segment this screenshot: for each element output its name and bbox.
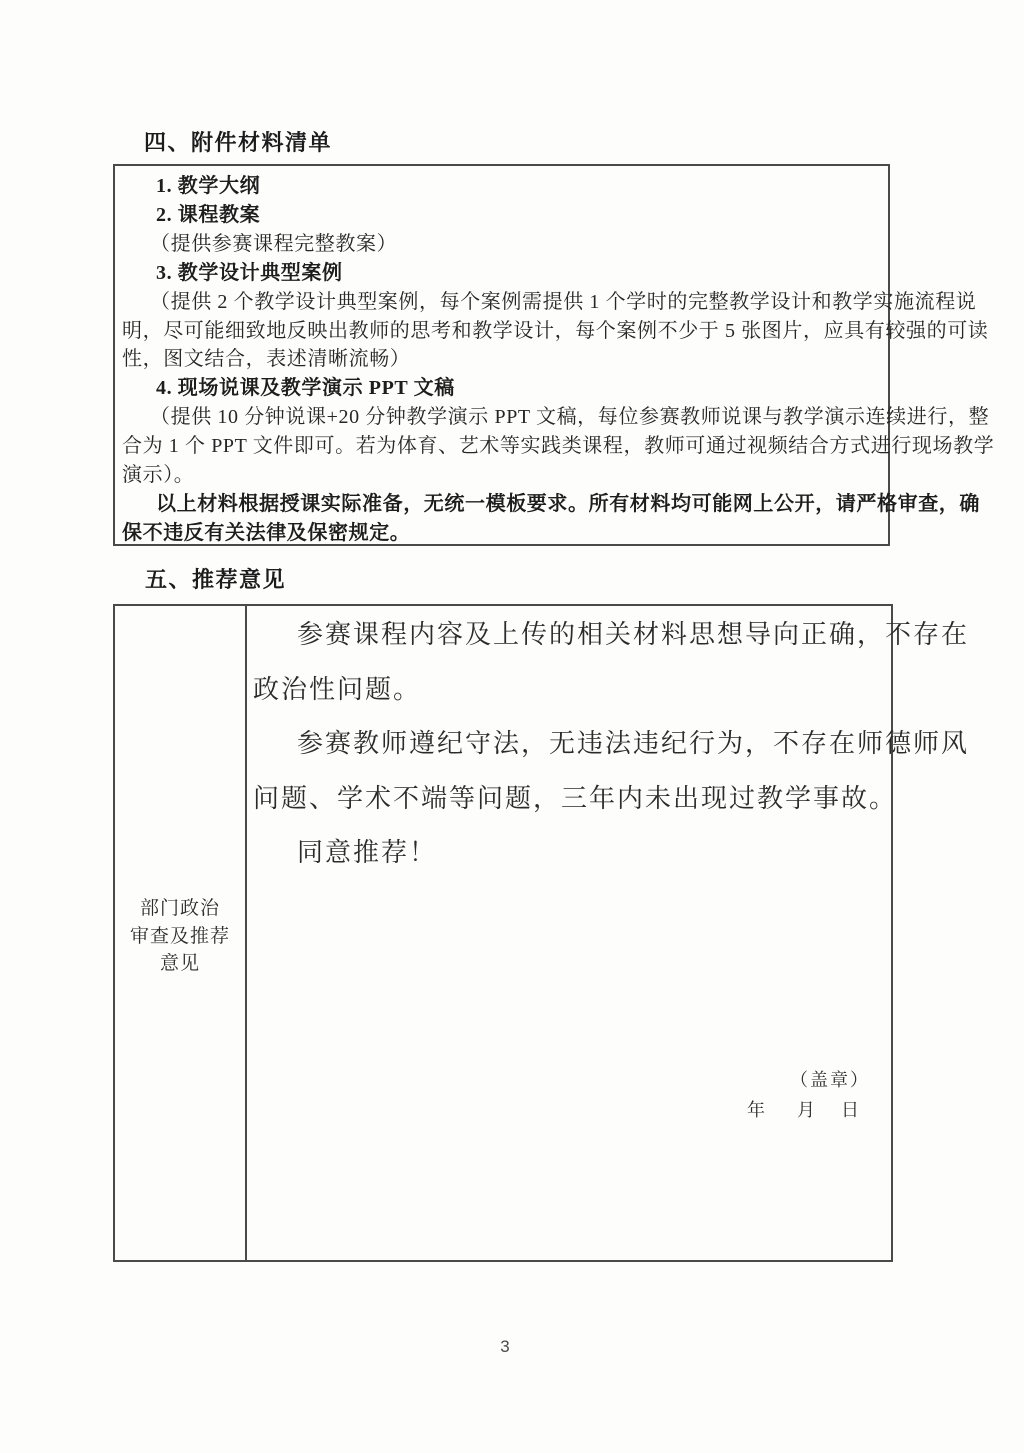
attachment-line: 3. 教学设计典型案例: [156, 261, 343, 284]
row-label-line: 意见: [159, 953, 200, 974]
opinion-line: 同意推荐！: [297, 838, 438, 868]
attachment-line: （提供参赛课程完整教案）: [150, 232, 398, 255]
section-title-recommendation: 五、推荐意见: [145, 567, 287, 592]
row-label-cell: [115, 606, 247, 1260]
date-year-label: 年: [747, 1100, 765, 1120]
attachment-line: 合为 1 个 PPT 文件即可。若为体育、艺术等实践类课程，教师可通过视频结合方式进行现场教学: [122, 435, 995, 458]
opinion-line: 参赛课程内容及上传的相关材料思想导向正确，不存在: [297, 620, 970, 649]
section-title-attachments: 四、附件材料清单: [144, 130, 333, 155]
page-number: 3: [500, 1337, 510, 1356]
row-label-line: 部门政治: [139, 898, 220, 919]
attachment-line: 2. 课程教案: [156, 203, 261, 226]
date-line: [747, 1096, 859, 1122]
opinion-line: 政治性问题。: [253, 674, 422, 704]
attachment-list-box: [113, 164, 995, 546]
row-label-line: 审查及推荐: [129, 925, 230, 947]
opinion-line: 参赛教师遵纪守法，无违法违纪行为，不存在师德师风: [297, 729, 970, 759]
stamp-hint: （盖章）: [790, 1070, 870, 1090]
attachment-line: 1. 教学大纲: [156, 175, 261, 197]
attachment-line: 明，尽可能细致地反映出教师的思考和教学设计，每个案例不少于 5 张图片，应具有较强的可读: [122, 319, 989, 342]
date-month-label: 月: [797, 1100, 815, 1120]
attachment-line: 演示）。: [122, 464, 195, 487]
attachment-line: 性，图文结合，表述清晰流畅）: [122, 348, 411, 371]
date-spacer: [815, 1096, 841, 1122]
attachment-line: （提供 10 分钟说课+20 分钟教学演示 PPT 文稿，每位参赛教师说课与教学演示连续进行，整: [150, 406, 990, 429]
opinion-line: 问题、学术不端等问题，三年内未出现过教学事故。: [253, 783, 898, 813]
attachment-list: [115, 166, 995, 548]
date-spacer: [765, 1096, 797, 1122]
recommendation-table: [113, 604, 970, 1262]
opinion-cell: [249, 606, 970, 1260]
row-label-dept-review: [115, 895, 245, 978]
attachment-line: （提供 2 个教学设计典型案例，每个案例需提供 1 个学时的完整教学设计和教学实施流程说: [150, 290, 977, 313]
attachment-line: 4. 现场说课及教学演示 PPT 文稿: [156, 377, 455, 400]
opinion-text: [249, 606, 970, 881]
attachment-line: 保不违反有关法律及保密规定。: [122, 521, 411, 544]
attachment-line: 以上材料根据授课实际准备，无统一模板要求。所有材料均可能网上公开，请严格审查，确: [156, 492, 980, 515]
date-day-label: 日: [841, 1100, 859, 1120]
